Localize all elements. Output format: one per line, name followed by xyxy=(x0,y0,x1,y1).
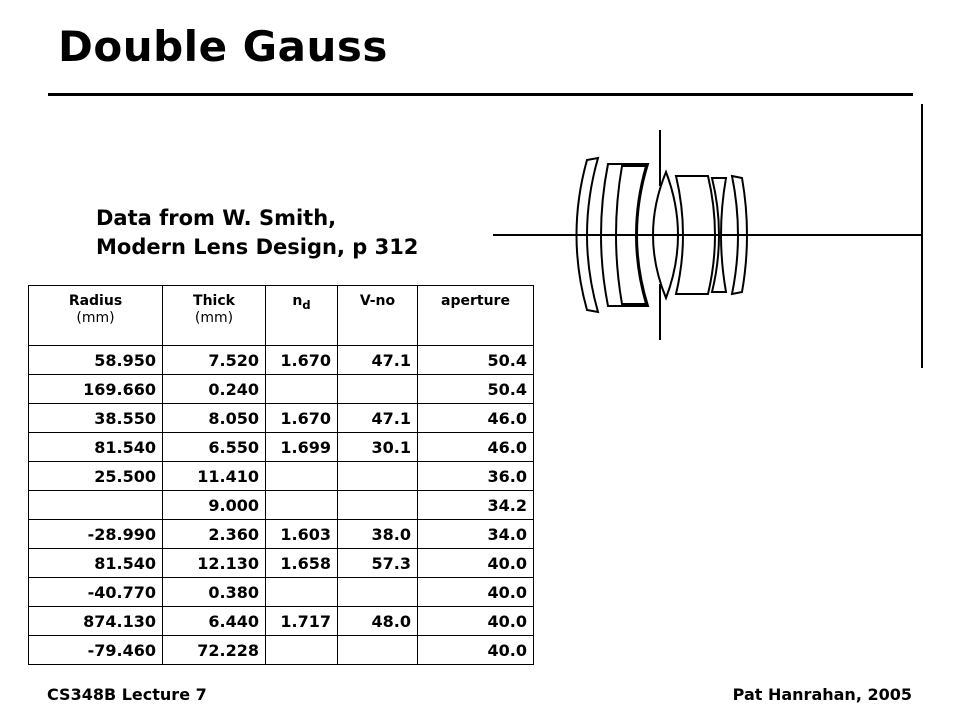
header-index xyxy=(266,286,338,346)
header-vno-label: V-no xyxy=(359,293,396,309)
cell-index xyxy=(266,578,338,607)
header-aperture xyxy=(418,286,534,346)
lens-data-table xyxy=(28,285,534,665)
cell-thick: 9.000 xyxy=(163,491,266,520)
cell-thick: 7.520 xyxy=(163,346,266,375)
cell-vno: 48.0 xyxy=(338,607,418,636)
table-row xyxy=(29,462,534,491)
header-thick-label: Thick xyxy=(193,293,235,309)
cell-aperture: 46.0 xyxy=(418,404,534,433)
cell-aperture: 50.4 xyxy=(418,346,534,375)
table-header-row xyxy=(29,286,534,346)
cell-thick: 6.550 xyxy=(163,433,266,462)
table-row xyxy=(29,433,534,462)
table-row xyxy=(29,375,534,404)
footer-lecture: CS348B Lecture 7 xyxy=(47,685,207,704)
header-index-label: n xyxy=(292,293,303,309)
header-vno xyxy=(338,286,418,346)
table-row xyxy=(29,636,534,665)
cell-index: 1.670 xyxy=(266,404,338,433)
cell-radius: -40.770 xyxy=(29,578,163,607)
cell-thick: 6.440 xyxy=(163,607,266,636)
cell-vno xyxy=(338,636,418,665)
source-line-2: Modern Lens Design, p 312 xyxy=(96,235,419,259)
header-index-sub: d xyxy=(302,297,311,312)
cell-aperture: 34.2 xyxy=(418,491,534,520)
cell-index xyxy=(266,462,338,491)
title-divider xyxy=(48,93,913,96)
cell-aperture: 40.0 xyxy=(418,578,534,607)
cell-thick: 0.380 xyxy=(163,578,266,607)
header-radius xyxy=(29,286,163,346)
cell-radius: 874.130 xyxy=(29,607,163,636)
cell-vno: 47.1 xyxy=(338,346,418,375)
header-aperture-label: aperture xyxy=(441,293,510,309)
cell-aperture: 36.0 xyxy=(418,462,534,491)
table-row xyxy=(29,607,534,636)
cell-index: 1.670 xyxy=(266,346,338,375)
table-row xyxy=(29,491,534,520)
source-line-1: Data from W. Smith, xyxy=(96,206,337,230)
cell-vno xyxy=(338,462,418,491)
cell-index: 1.699 xyxy=(266,433,338,462)
cell-radius: 81.540 xyxy=(29,433,163,462)
header-thick xyxy=(163,286,266,346)
table-row xyxy=(29,404,534,433)
cell-radius: 169.660 xyxy=(29,375,163,404)
cell-thick: 12.130 xyxy=(163,549,266,578)
cell-vno xyxy=(338,578,418,607)
cell-index: 1.717 xyxy=(266,607,338,636)
cell-index: 1.603 xyxy=(266,520,338,549)
footer-author: Pat Hanrahan, 2005 xyxy=(732,685,912,704)
cell-vno xyxy=(338,375,418,404)
cell-aperture: 46.0 xyxy=(418,433,534,462)
cell-thick: 8.050 xyxy=(163,404,266,433)
cell-index xyxy=(266,491,338,520)
source-citation xyxy=(96,204,418,262)
cell-radius: -28.990 xyxy=(29,520,163,549)
cell-radius: 25.500 xyxy=(29,462,163,491)
table-row xyxy=(29,549,534,578)
header-thick-unit: (mm) xyxy=(194,310,234,326)
cell-aperture: 34.0 xyxy=(418,520,534,549)
cell-aperture: 40.0 xyxy=(418,607,534,636)
cell-thick: 11.410 xyxy=(163,462,266,491)
cell-index: 1.658 xyxy=(266,549,338,578)
cell-index xyxy=(266,636,338,665)
table-row xyxy=(29,346,534,375)
cell-vno: 30.1 xyxy=(338,433,418,462)
table-row xyxy=(29,578,534,607)
cell-vno xyxy=(338,491,418,520)
cell-thick: 2.360 xyxy=(163,520,266,549)
cell-radius: 81.540 xyxy=(29,549,163,578)
cell-radius xyxy=(29,491,163,520)
cell-aperture: 40.0 xyxy=(418,636,534,665)
lens-diagram xyxy=(490,100,930,370)
slide-title: Double Gauss xyxy=(58,22,388,71)
cell-index xyxy=(266,375,338,404)
cell-thick: 0.240 xyxy=(163,375,266,404)
cell-aperture: 50.4 xyxy=(418,375,534,404)
cell-aperture: 40.0 xyxy=(418,549,534,578)
header-radius-unit: (mm) xyxy=(76,310,115,326)
cell-vno: 38.0 xyxy=(338,520,418,549)
cell-radius: -79.460 xyxy=(29,636,163,665)
cell-vno: 57.3 xyxy=(338,549,418,578)
cell-radius: 58.950 xyxy=(29,346,163,375)
table-body xyxy=(29,346,534,665)
table-row xyxy=(29,520,534,549)
cell-thick: 72.228 xyxy=(163,636,266,665)
cell-vno: 47.1 xyxy=(338,404,418,433)
cell-radius: 38.550 xyxy=(29,404,163,433)
header-radius-label: Radius xyxy=(68,293,123,309)
